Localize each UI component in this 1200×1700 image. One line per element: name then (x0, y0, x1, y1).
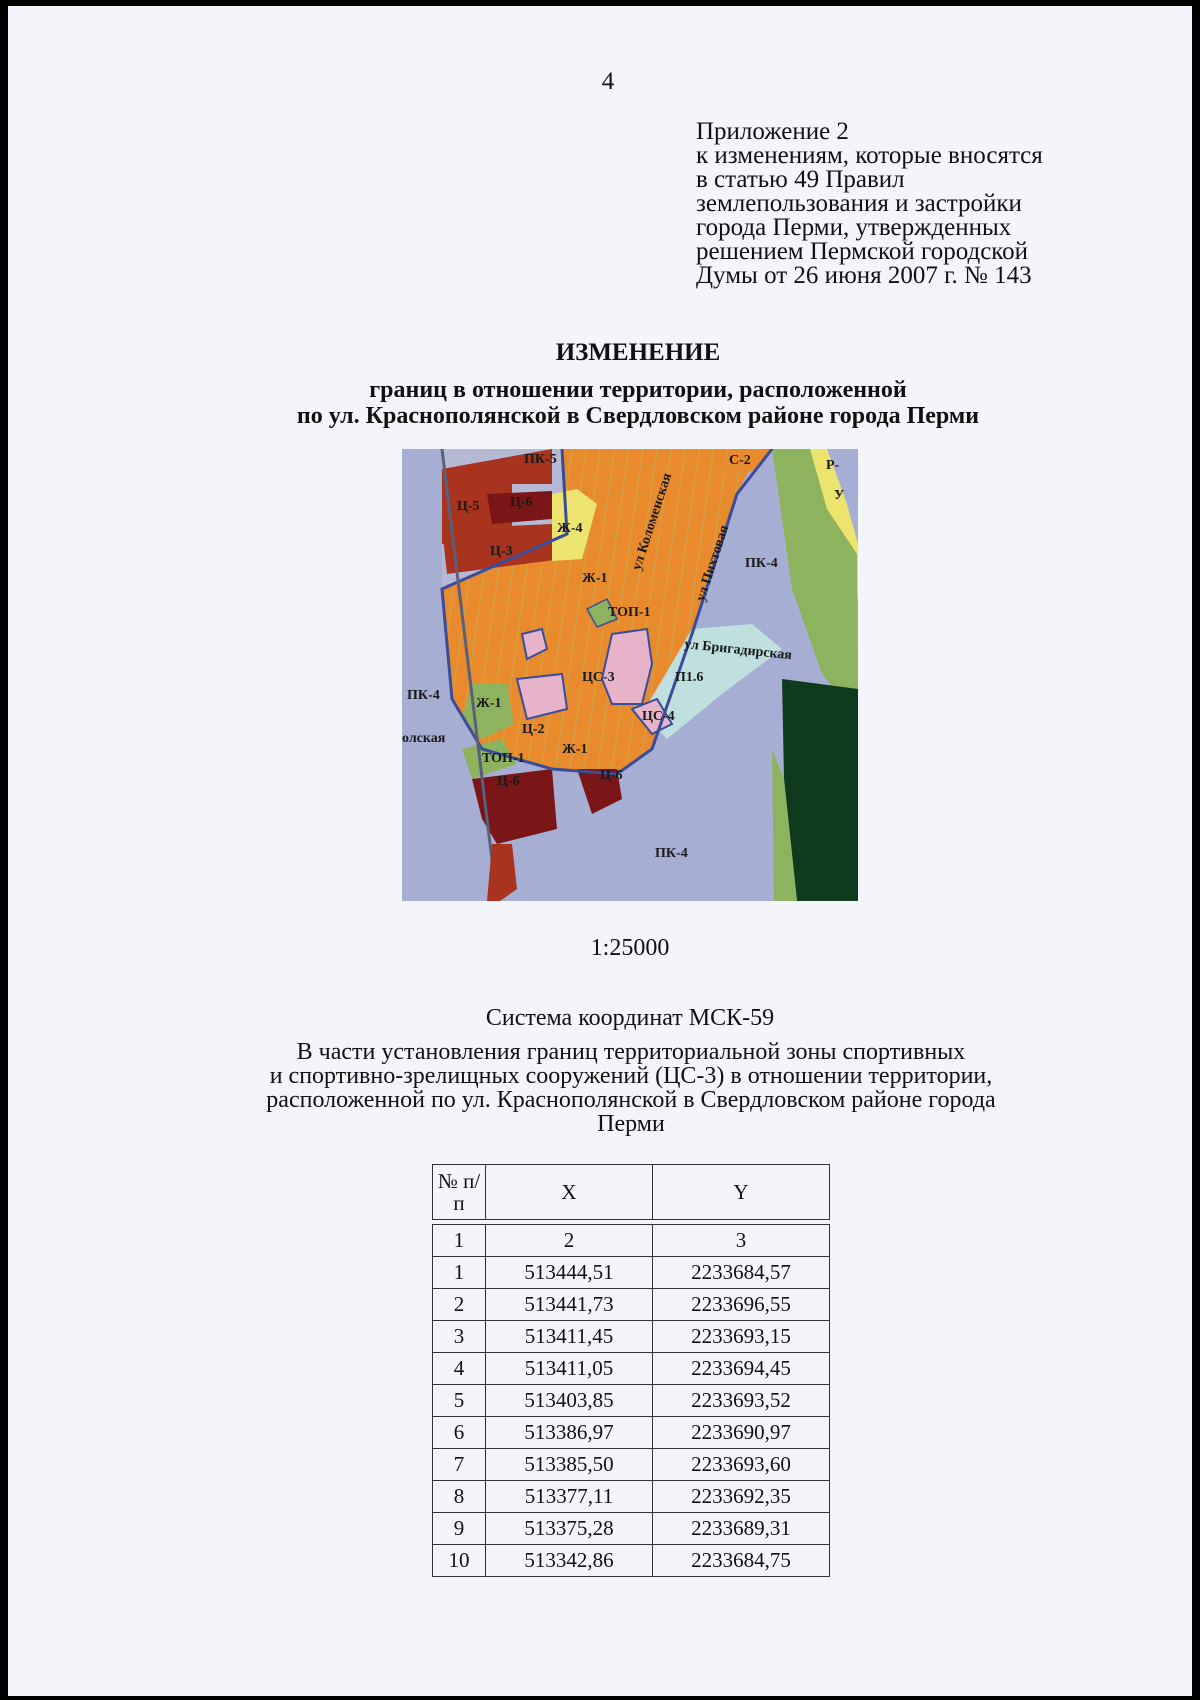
appendix-note (696, 120, 1043, 288)
map-zone-label: Ц-6 (600, 768, 623, 783)
map-zone-label: Ц-5 (457, 499, 480, 514)
map-scale: 1:25000 (590, 935, 670, 961)
page-number: 4 (601, 68, 615, 95)
table-cell: 2 (433, 1289, 486, 1321)
map-zone-label: ЦС-4 (642, 709, 675, 724)
table-cell: 2233689,31 (653, 1513, 830, 1545)
zoning-map (402, 449, 858, 901)
table-cell: 513403,85 (486, 1385, 653, 1417)
table-cell: 2233693,15 (653, 1321, 830, 1353)
table-row (433, 1289, 830, 1321)
description-text (0, 1040, 1200, 1136)
document-subtitle (8, 377, 1200, 429)
table-row (433, 1513, 830, 1545)
appendix-line: Приложение 2 (696, 118, 849, 145)
table-cell: 2233694,45 (653, 1353, 830, 1385)
map-zone-label: Ц-3 (490, 544, 513, 559)
table-cell: 4 (433, 1353, 486, 1385)
table-cell: 7 (433, 1449, 486, 1481)
table-row (433, 1257, 830, 1289)
map-zone-label: Ж-1 (562, 742, 588, 757)
table-cell: 2233692,35 (653, 1481, 830, 1513)
map-zone-label: ТОП-1 (482, 751, 525, 766)
map-zone-label: С-2 (729, 453, 751, 468)
table-cell: 10 (433, 1545, 486, 1577)
header-y: Y (653, 1165, 830, 1220)
map-zone-label: Р- (826, 458, 840, 473)
map-zone-label: Ц-6 (510, 495, 533, 510)
table-header-row (433, 1165, 830, 1220)
appendix-line: к изменениям, которые вносятся (696, 142, 1043, 169)
table-cell: 513411,45 (486, 1321, 653, 1353)
map-zone-label: Ж-1 (582, 571, 608, 586)
table-cell: 2 (486, 1225, 653, 1257)
table-cell: 513441,73 (486, 1289, 653, 1321)
table-cell: 2233693,60 (653, 1449, 830, 1481)
table-cell: 1 (433, 1257, 486, 1289)
map-zone-label: ПК-4 (407, 688, 440, 703)
table-row (433, 1353, 830, 1385)
table-cell: 513386,97 (486, 1417, 653, 1449)
table-cell: 5 (433, 1385, 486, 1417)
header-x: X (486, 1165, 653, 1220)
table-cell: 513375,28 (486, 1513, 653, 1545)
zoning-map-svg (402, 449, 858, 901)
map-street-label: ул Коломенская (629, 471, 676, 573)
table-cell: 513411,05 (486, 1353, 653, 1385)
map-zone-label: ПК-4 (745, 556, 778, 571)
appendix-line: землепользования и застройки (696, 190, 1022, 217)
map-zone-label: Ж-1 (476, 696, 502, 711)
table-cell: 513342,86 (486, 1545, 653, 1577)
table-cell: 6 (433, 1417, 486, 1449)
table-cell: 1 (433, 1225, 486, 1257)
map-street-label: олская (402, 731, 446, 746)
map-street-label: ул Пихтовая (693, 523, 733, 604)
map-zone-label: У (834, 488, 845, 503)
table-cell: 2233693,52 (653, 1385, 830, 1417)
map-zone-label: ТОП-1 (608, 605, 651, 620)
table-numbering-row (433, 1225, 830, 1257)
table-row (433, 1481, 830, 1513)
table-row (433, 1449, 830, 1481)
document-title: ИЗМЕНЕНИЕ (555, 339, 721, 366)
appendix-line: города Перми, утвержденных (696, 214, 1012, 241)
description-line: расположенной по ул. Краснополянской в Свердловском районе города (266, 1087, 996, 1113)
appendix-line: в статью 49 Правил (696, 166, 905, 193)
map-zone-label: Ж-4 (557, 521, 583, 536)
subtitle-line: по ул. Краснополянской в Свердловском районе города Перми (296, 403, 980, 429)
table-cell: 9 (433, 1513, 486, 1545)
table-cell: 513377,11 (486, 1481, 653, 1513)
table-cell: 513385,50 (486, 1449, 653, 1481)
map-zone-label: П1.6 (675, 670, 704, 685)
table-cell: 3 (433, 1321, 486, 1353)
table-row (433, 1417, 830, 1449)
table-row (433, 1545, 830, 1577)
map-zone-label: ЦС-3 (582, 670, 615, 685)
description-line: В части установления границ территориальной зоны спортивных (296, 1039, 966, 1065)
table-row (433, 1385, 830, 1417)
map-street-label: ул Бригадирская (683, 637, 793, 664)
coordinate-system: Система координат МСК-59 (485, 1005, 775, 1031)
map-zone-label: Ц-6 (497, 774, 520, 789)
subtitle-line: границ в отношении территории, расположенной (369, 377, 907, 403)
table-cell: 2233684,75 (653, 1545, 830, 1577)
description-line: Перми (597, 1111, 665, 1137)
coordinates-table (432, 1164, 830, 1577)
table-cell: 513444,51 (486, 1257, 653, 1289)
table-cell: 3 (653, 1225, 830, 1257)
appendix-line: Думы от 26 июня 2007 г. № 143 (696, 262, 1032, 289)
table-cell: 2233684,57 (653, 1257, 830, 1289)
map-zone-label: ПК-4 (655, 846, 688, 861)
table-cell: 2233696,55 (653, 1289, 830, 1321)
map-zone-label: Ц-2 (522, 722, 545, 737)
table-row (433, 1321, 830, 1353)
appendix-line: решением Пермской городской (696, 238, 1029, 265)
map-zone-label: ПК-5 (524, 452, 557, 467)
header-number: № п/п (433, 1165, 486, 1220)
description-line: и спортивно-зрелищных сооружений (ЦС-3) в отношении территории, (269, 1063, 993, 1089)
table-cell: 2233690,97 (653, 1417, 830, 1449)
table-cell: 8 (433, 1481, 486, 1513)
